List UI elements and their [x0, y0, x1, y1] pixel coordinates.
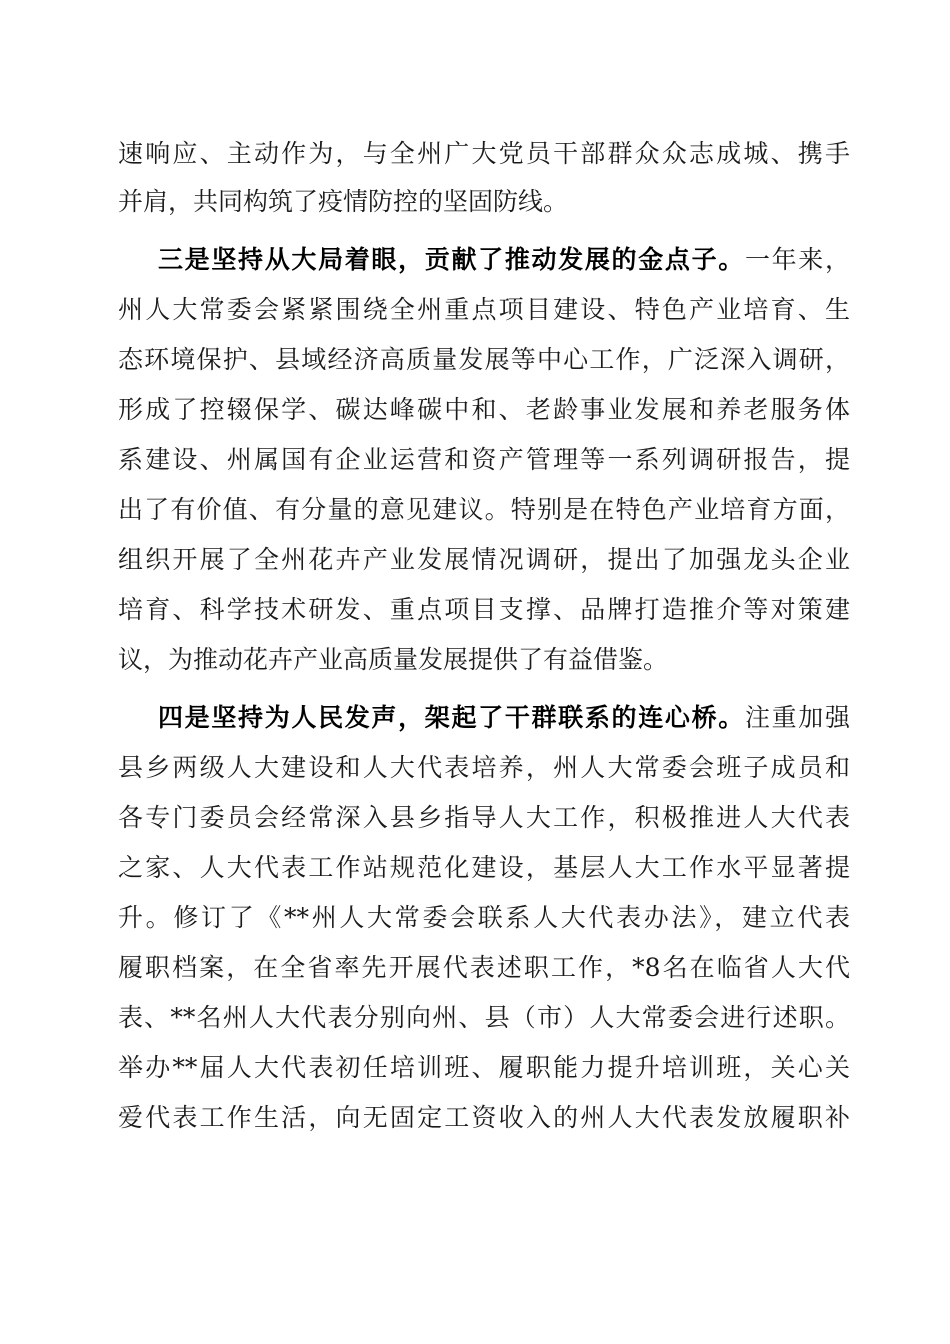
paragraph-3-line: 之家、人大代表工作站规范化建设，基层人大工作水平显著提	[118, 853, 850, 882]
paragraph-2-line: 系建设、州属国有企业运营和资产管理等一系列调研报告，提	[118, 445, 850, 474]
paragraph-3-line: 各专门委员会经常深入县乡指导人大工作，积极推进人大代表	[118, 803, 850, 832]
paragraph-2-first-line	[158, 244, 850, 276]
paragraph-2-line: 组织开展了全州花卉产业发展情况调研，提出了加强龙头企业	[118, 545, 850, 574]
paragraph-2-line: 形成了控辍保学、碳达峰碳中和、老龄事业发展和养老服务体	[118, 395, 850, 424]
paragraph-3-line: 县乡两级人大建设和人大代表培养，州人大常委会班子成员和	[118, 753, 850, 782]
paragraph-3-line: 表、**名州人大代表分别向州、县（市）人大常委会进行述职。	[118, 1003, 850, 1032]
paragraph-2-lead: 三是坚持从大局着眼，贡献了推动发展的金点子。	[158, 245, 745, 274]
paragraph-2-line: 议，为推动花卉产业高质量发展提供了有益借鉴。	[118, 645, 669, 674]
paragraph-2-line: 出了有价值、有分量的意见建议。特别是在特色产业培育方面，	[118, 495, 850, 524]
paragraph-3-line: 履职档案，在全省率先开展代表述职工作，*8名在临省人大代	[118, 953, 850, 982]
paragraph-3-line: 举办**届人大代表初任培训班、履职能力提升培训班，关心关	[118, 1053, 850, 1082]
paragraph-3-line: 升。修订了《**州人大常委会联系人大代表办法》，建立代表	[118, 903, 850, 932]
paragraph-1-line-1: 速响应、主动作为，与全州广大党员干部群众众志成城、携手	[118, 139, 850, 168]
paragraph-2-line: 培育、科学技术研发、重点项目支撑、品牌打造推介等对策建	[118, 595, 850, 624]
paragraph-3-lead: 四是坚持为人民发声，架起了干群联系的连心桥。	[158, 703, 745, 732]
paragraph-2-line: 州人大常委会紧紧围绕全州重点项目建设、特色产业培育、生	[118, 295, 850, 324]
paragraph-1-line-2: 并肩，共同构筑了疫情防控的坚固防线。	[118, 187, 569, 216]
paragraph-3-lead-rest: 注重加强	[744, 703, 850, 732]
paragraph-3-line: 爱代表工作生活，向无固定工资收入的州人大代表发放履职补	[118, 1103, 850, 1132]
paragraph-2-lead-rest: 一年来，	[744, 245, 850, 274]
paragraph-2-line: 态环境保护、县域经济高质量发展等中心工作，广泛深入调研，	[118, 345, 850, 374]
paragraph-3-first-line	[158, 702, 850, 734]
